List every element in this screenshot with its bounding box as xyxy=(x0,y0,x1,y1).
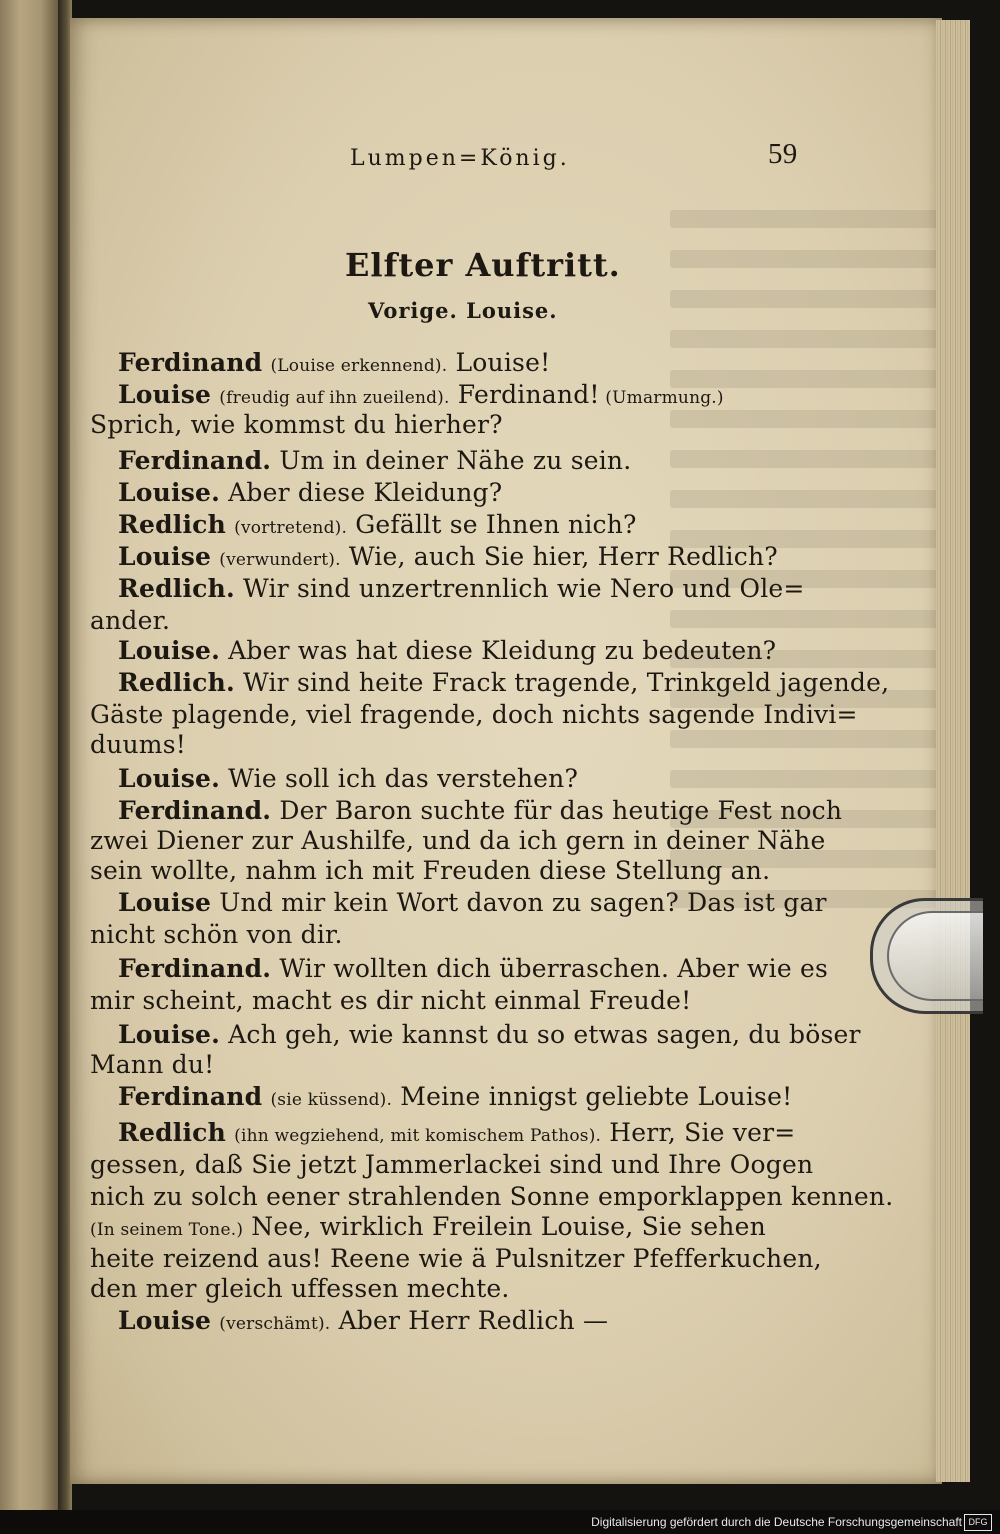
speaker-name: Redlich xyxy=(118,1118,226,1147)
speaker-name: Louise. xyxy=(118,636,221,665)
line-text: Wie soll ich das verstehen? xyxy=(220,764,579,793)
text-line xyxy=(90,826,826,855)
line-text: duums! xyxy=(90,730,186,759)
text-line xyxy=(90,1182,894,1211)
line-text: nich zu solch eener strahlenden Sonne emporklappen kennen. xyxy=(90,1182,894,1211)
speaker-name: Ferdinand. xyxy=(118,796,272,825)
speaker-name: Ferdinand xyxy=(118,348,263,377)
line-text: Und mir kein Wort davon zu sagen? Das ist gar xyxy=(211,888,827,917)
text-line xyxy=(118,764,808,793)
stage-direction: (vortretend). xyxy=(234,518,348,538)
text-line xyxy=(118,1306,808,1335)
line-text: Ferdinand! xyxy=(449,380,600,409)
stage-direction: (Louise erkennend). xyxy=(270,356,448,376)
stage-direction: (verschämt). xyxy=(219,1314,331,1334)
line-text: Meine innigst geliebte Louise! xyxy=(392,1082,793,1111)
stage-direction: (In seinem Tone.) xyxy=(90,1220,244,1240)
page-stack-edge xyxy=(936,20,970,1482)
line-text: Sprich, wie kommst du hierher? xyxy=(90,410,503,439)
line-text: Wir sind unzertrennlich wie Nero und Ole= xyxy=(234,574,805,603)
footer-bar xyxy=(0,1510,1000,1534)
speaker-name: Louise. xyxy=(118,478,221,507)
text-line xyxy=(118,636,808,665)
line-text: Mann du! xyxy=(90,1050,215,1079)
text-line xyxy=(118,1082,808,1111)
text-line xyxy=(90,1274,808,1303)
line-text: Louise! xyxy=(447,348,551,377)
line-text: zwei Diener zur Aushilfe, und da ich gern in deiner Nähe xyxy=(90,826,826,855)
text-line xyxy=(90,410,808,439)
line-text: Herr, Sie ver= xyxy=(601,1118,796,1147)
text-line xyxy=(118,380,808,409)
line-text: mir scheint, macht es dir nicht einmal Freude! xyxy=(90,986,692,1015)
line-text: ander. xyxy=(90,606,171,635)
line-text: sein wollte, nahm ich mit Freuden diese Stellung an. xyxy=(90,856,771,885)
line-text: Der Baron suchte für das heutige Fest noch xyxy=(271,796,843,825)
text-line xyxy=(118,348,808,377)
text-line xyxy=(118,796,843,825)
stage-direction: (freudig auf ihn zueilend). xyxy=(219,388,450,408)
text-line xyxy=(118,1118,808,1147)
speaker-name: Louise xyxy=(118,380,212,409)
text-line xyxy=(118,1020,861,1049)
line-text: Nee, wirklich Freilein Louise, Sie sehen xyxy=(243,1212,766,1241)
line-text: nicht schön von dir. xyxy=(90,920,343,949)
line-text: Wir sind heite Frack tragende, Trinkgeld jagende, xyxy=(234,668,890,697)
speaker-name: Louise. xyxy=(118,764,221,793)
speaker-name: Louise xyxy=(118,1306,212,1335)
speaker-name: Louise xyxy=(118,542,212,571)
page-number: 59 xyxy=(768,138,798,170)
text-line xyxy=(118,668,890,697)
speaker-name: Ferdinand. xyxy=(118,954,272,983)
line-text: Um in deiner Nähe zu sein. xyxy=(271,446,632,475)
line-text: Wir wollten dich überraschen. Aber wie es xyxy=(271,954,828,983)
text-line xyxy=(90,1150,814,1179)
line-text: gessen, daß Sie jetzt Jammerlackei sind und Ihre Oogen xyxy=(90,1150,814,1179)
line-text: heite reizend aus! Reene wie ä Pulsnitzer Pfefferkuchen, xyxy=(90,1244,822,1273)
text-line xyxy=(90,1212,808,1241)
dfg-logo: DFG xyxy=(964,1514,992,1531)
text-line xyxy=(90,986,808,1015)
text-line xyxy=(118,478,808,507)
stage-direction: (ihn wegziehend, mit komischem Pathos). xyxy=(234,1126,602,1146)
funding-credit: Digitalisierung gefördert durch die Deutsche Forschungsgemeinschaft xyxy=(591,1515,962,1529)
line-text: Aber was hat diese Kleidung zu bedeuten? xyxy=(220,636,777,665)
stage-direction: (sie küssend). xyxy=(270,1090,393,1110)
text-line xyxy=(90,856,808,885)
text-line xyxy=(90,606,808,635)
text-line xyxy=(90,1244,822,1273)
text-line xyxy=(90,730,808,759)
text-line xyxy=(118,574,808,603)
scene-title: Elfter Auftritt. xyxy=(345,246,621,284)
text-line xyxy=(118,888,827,917)
speaker-name: Ferdinand. xyxy=(118,446,272,475)
stage-direction: (Umarmung.) xyxy=(599,388,724,408)
scene-persons: Vorige. Louise. xyxy=(368,298,558,323)
stage-direction: (verwundert). xyxy=(219,550,341,570)
text-line xyxy=(118,954,828,983)
text-line xyxy=(90,700,858,729)
running-head: Lumpen=König. xyxy=(350,146,570,171)
text-line xyxy=(118,446,808,475)
page-clamp xyxy=(870,898,983,1014)
text-line xyxy=(118,542,808,571)
speaker-name: Louise xyxy=(118,888,212,917)
speaker-name: Ferdinand xyxy=(118,1082,263,1111)
line-text: Aber Herr Redlich — xyxy=(330,1306,609,1335)
line-text: Wie, auch Sie hier, Herr Redlich? xyxy=(340,542,778,571)
speaker-name: Redlich. xyxy=(118,574,235,603)
text-line xyxy=(90,1050,808,1079)
text-line xyxy=(118,510,808,539)
speaker-name: Redlich. xyxy=(118,668,235,697)
line-text: Ach geh, wie kannst du so etwas sagen, du böser xyxy=(220,1020,861,1049)
speaker-name: Redlich xyxy=(118,510,226,539)
text-line xyxy=(90,920,808,949)
line-text: den mer gleich uffessen mechte. xyxy=(90,1274,510,1303)
speaker-name: Louise. xyxy=(118,1020,221,1049)
previous-page-edge xyxy=(0,0,58,1510)
line-text: Aber diese Kleidung? xyxy=(220,478,503,507)
line-text: Gäste plagende, viel fragende, doch nichts sagende Indivi= xyxy=(90,700,858,729)
line-text: Gefällt se Ihnen nich? xyxy=(347,510,637,539)
